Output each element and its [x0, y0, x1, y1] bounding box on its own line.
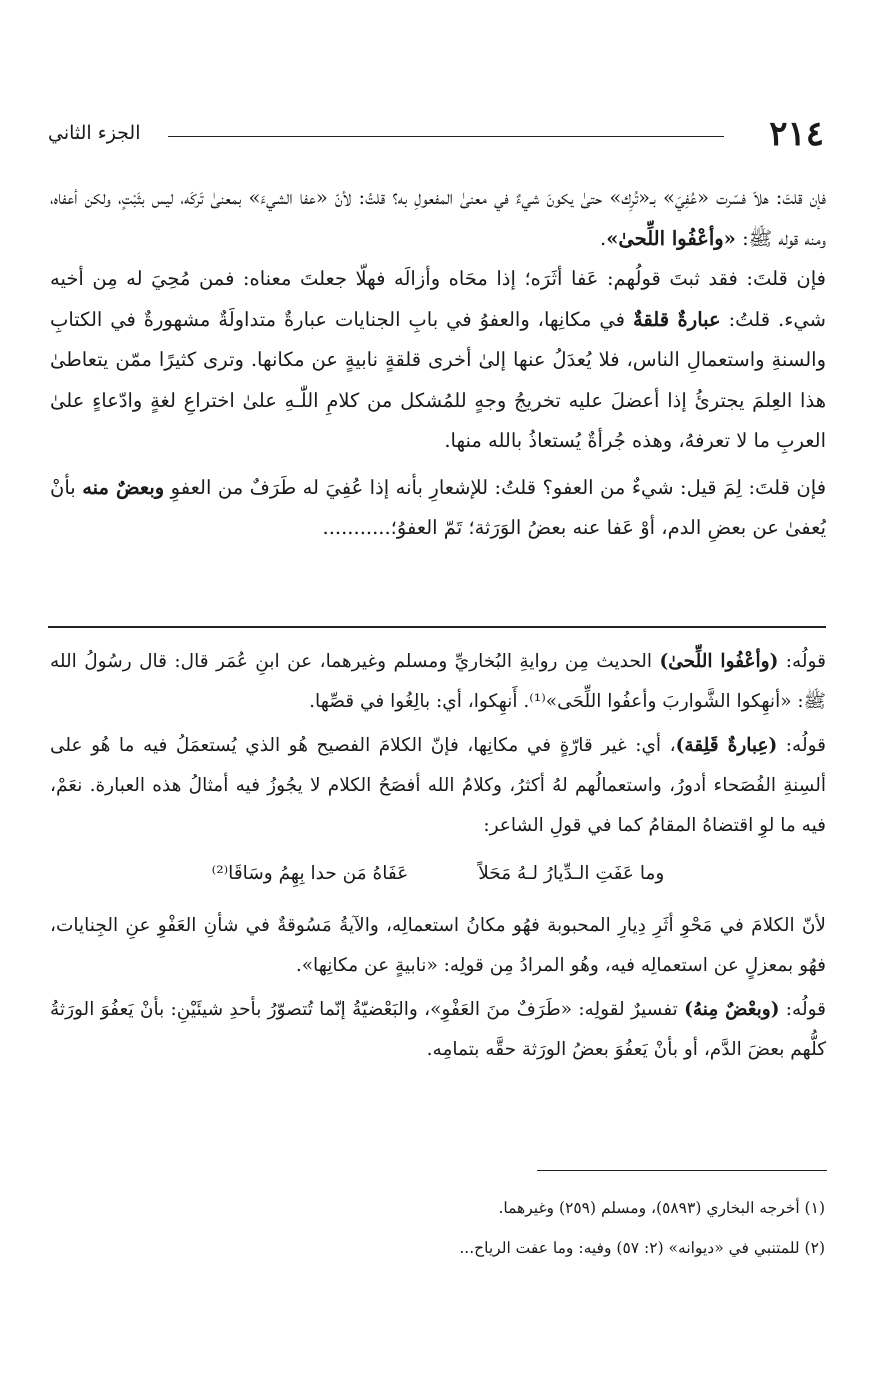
commented-phrase: (وبعْضٌ مِنهُ): [684, 999, 780, 1020]
commentary-paragraph: [50, 726, 826, 846]
main-text-span: فإن قلتَ: هلاّ فسّرت «عُفِيَ» بـ«تُرِك» حتىٰ يكونَ شيءٌ في معنىٰ المفعولِ به؟ قلتُ: لأنّ «عفا الشيءَ» بمعنىٰ تَركَه، ليس بثَبْتٍ، ولكن أعفاه، ومنه قوله ﷺ:: [50, 186, 826, 250]
footnote-rule: [537, 1170, 827, 1171]
main-text-span: فإن قلتَ: فقد ثبتَ قولُهم: عَفا أثَرَه؛ إذا محَاه وأزالَه فهلّا جعلتَ معناه: فمن مُحِيَ له مِن أخيه شيء. قلتُ:: [50, 267, 826, 331]
main-text-span: في مكانِها، والعفوُ في بابِ الجنايات عبارةٌ متداولَةٌ مشهورةٌ في الكتابِ والسنةِ واستعمالِ الناس، فلا يُعدَلُ عنها إلىٰ أخرى قلقةٍ نابيةٍ عن مكانها. وترى كثيرًا ممّن يتعاطىٰ هذا العِلمَ يجترئُ إذا أعضلَ عليه تخريجُ وجهٍ للمُشكل من كلامِ اللّٰـهِ علىٰ اختراعِ لغةٍ وادّعاءٍ علىٰ العربِ ما لا تعرفهُ، وهذه جُرأةٌ يُستعاذُ بالله منها.: [50, 307, 826, 452]
key-phrase: عبارةٌ قلقةٌ: [632, 307, 721, 331]
hadith-quote: «وأعْفُوا اللِّحىٰ»: [606, 226, 736, 250]
commentary-lead: قولُه:: [785, 999, 826, 1020]
commentary-text: لأنّ الكلامَ في مَحْوِ أثَرِ دِيارِ المحبوبة فهُو مكانُ استعمالِه، والآيةُ مَسُوقةٌ في شأنِ العَفْوِ عنِ الجِنايات، فهُو بمعزلٍ عن استعمالِه فيه، وهُو المرادُ مِن قولِه: «نابيةٍ عن مكانِها».: [50, 915, 826, 976]
main-text-span: بأنْ يُعفىٰ عن بعضِ الدم، أوْ عَفا عنه بعضُ الوَرَثة؛ تَمّ العفوُ؛...........: [50, 475, 826, 539]
commented-phrase: (وأعْفُوا اللِّحىٰ): [659, 651, 779, 672]
main-paragraph: [50, 178, 826, 259]
volume-title: الجزء الثاني: [48, 122, 141, 144]
footnotes: [65, 1188, 825, 1268]
footnote: (٢) للمتنبي في «ديوانه» (٢: ٥٧) وفيه: وما عفت الرياح...: [459, 1239, 825, 1257]
main-text-span: فإن قلتَ: لِمَ قيل: شيءٌ من العفو؟ قلتُ: للإشعارِ بأنه إذا عُفِيَ له طَرَفٌ من العفوِ: [170, 475, 827, 499]
commentary-paragraph: [50, 642, 826, 722]
key-phrase: وبعضٌ منه: [82, 475, 165, 499]
verse-first-hemistich: وما عَفَتِ الـدِّيارُ لـهُ مَحَلاً: [478, 863, 665, 884]
commented-phrase: (عِبارةٌ قَلِقة): [675, 735, 778, 756]
page-number: ٢١٤: [769, 114, 824, 154]
main-paragraph: [50, 468, 826, 549]
commentary: [50, 642, 826, 1074]
footnote: (١) أخرجه البخاري (٥٨٩٣)، ومسلم (٢٥٩) وغيرهما.: [498, 1199, 825, 1217]
main-text: [50, 178, 826, 549]
commentary-text: الحديث مِن روايةِ البُخاريِّ ومسلم وغيرهما، عن ابنِ عُمَر قال: قال رسُولُ الله ﷺ: «أنهِكوا الشَّواربَ وأعفُوا اللِّحَى»⁽¹⁾. أَنهِكوا، أي: بالِغُوا في قصِّها.: [50, 651, 826, 712]
commentary-lead: قولُه:: [785, 651, 826, 672]
poetry-verse: [50, 854, 826, 894]
commentary-text: تفسيرٌ لقولِه: «طَرَفٌ منَ العَفْوِ»، والبَعْضيّةُ إنّما تُتصوّرُ بأحدِ شيئَيْنِ: بأنْ يَعفُوَ الورَثةُ كلُّهم بعضَ الدَّم، أو بأنْ يَعفُوَ بعضُ الورَثة حقَّه بتمامِه.: [50, 999, 826, 1060]
commentary-paragraph: [50, 990, 826, 1070]
section-divider: [48, 626, 826, 628]
page-header: [48, 112, 824, 156]
verse-second-hemistich: عَفَاهُ مَن حدا بِهِمُ وسَاقَا⁽²⁾: [211, 863, 409, 884]
main-text-span: .: [600, 226, 607, 250]
commentary-paragraph: [50, 906, 826, 986]
main-paragraph: [50, 259, 826, 462]
header-rule: [168, 136, 724, 137]
commentary-text: ، أي: غير قارّةٍ في مكانِها، فإنّ الكلامَ الفصيح هُو الذي يُستعمَلُ فيه ما هُو على ألسِنةِ الفُصَحاء أدورُ، واستعمالُهم لهُ أكثرُ، وكلامُ الله أفصَحُ الكلام لا يجُوزُ فيه أمثالُ هذه العبارة. نعَمْ، فيه ما لوِ اقتضاهُ المقامُ كما في قولِ الشاعر:: [50, 735, 826, 836]
commentary-lead: قولُه:: [785, 735, 826, 756]
